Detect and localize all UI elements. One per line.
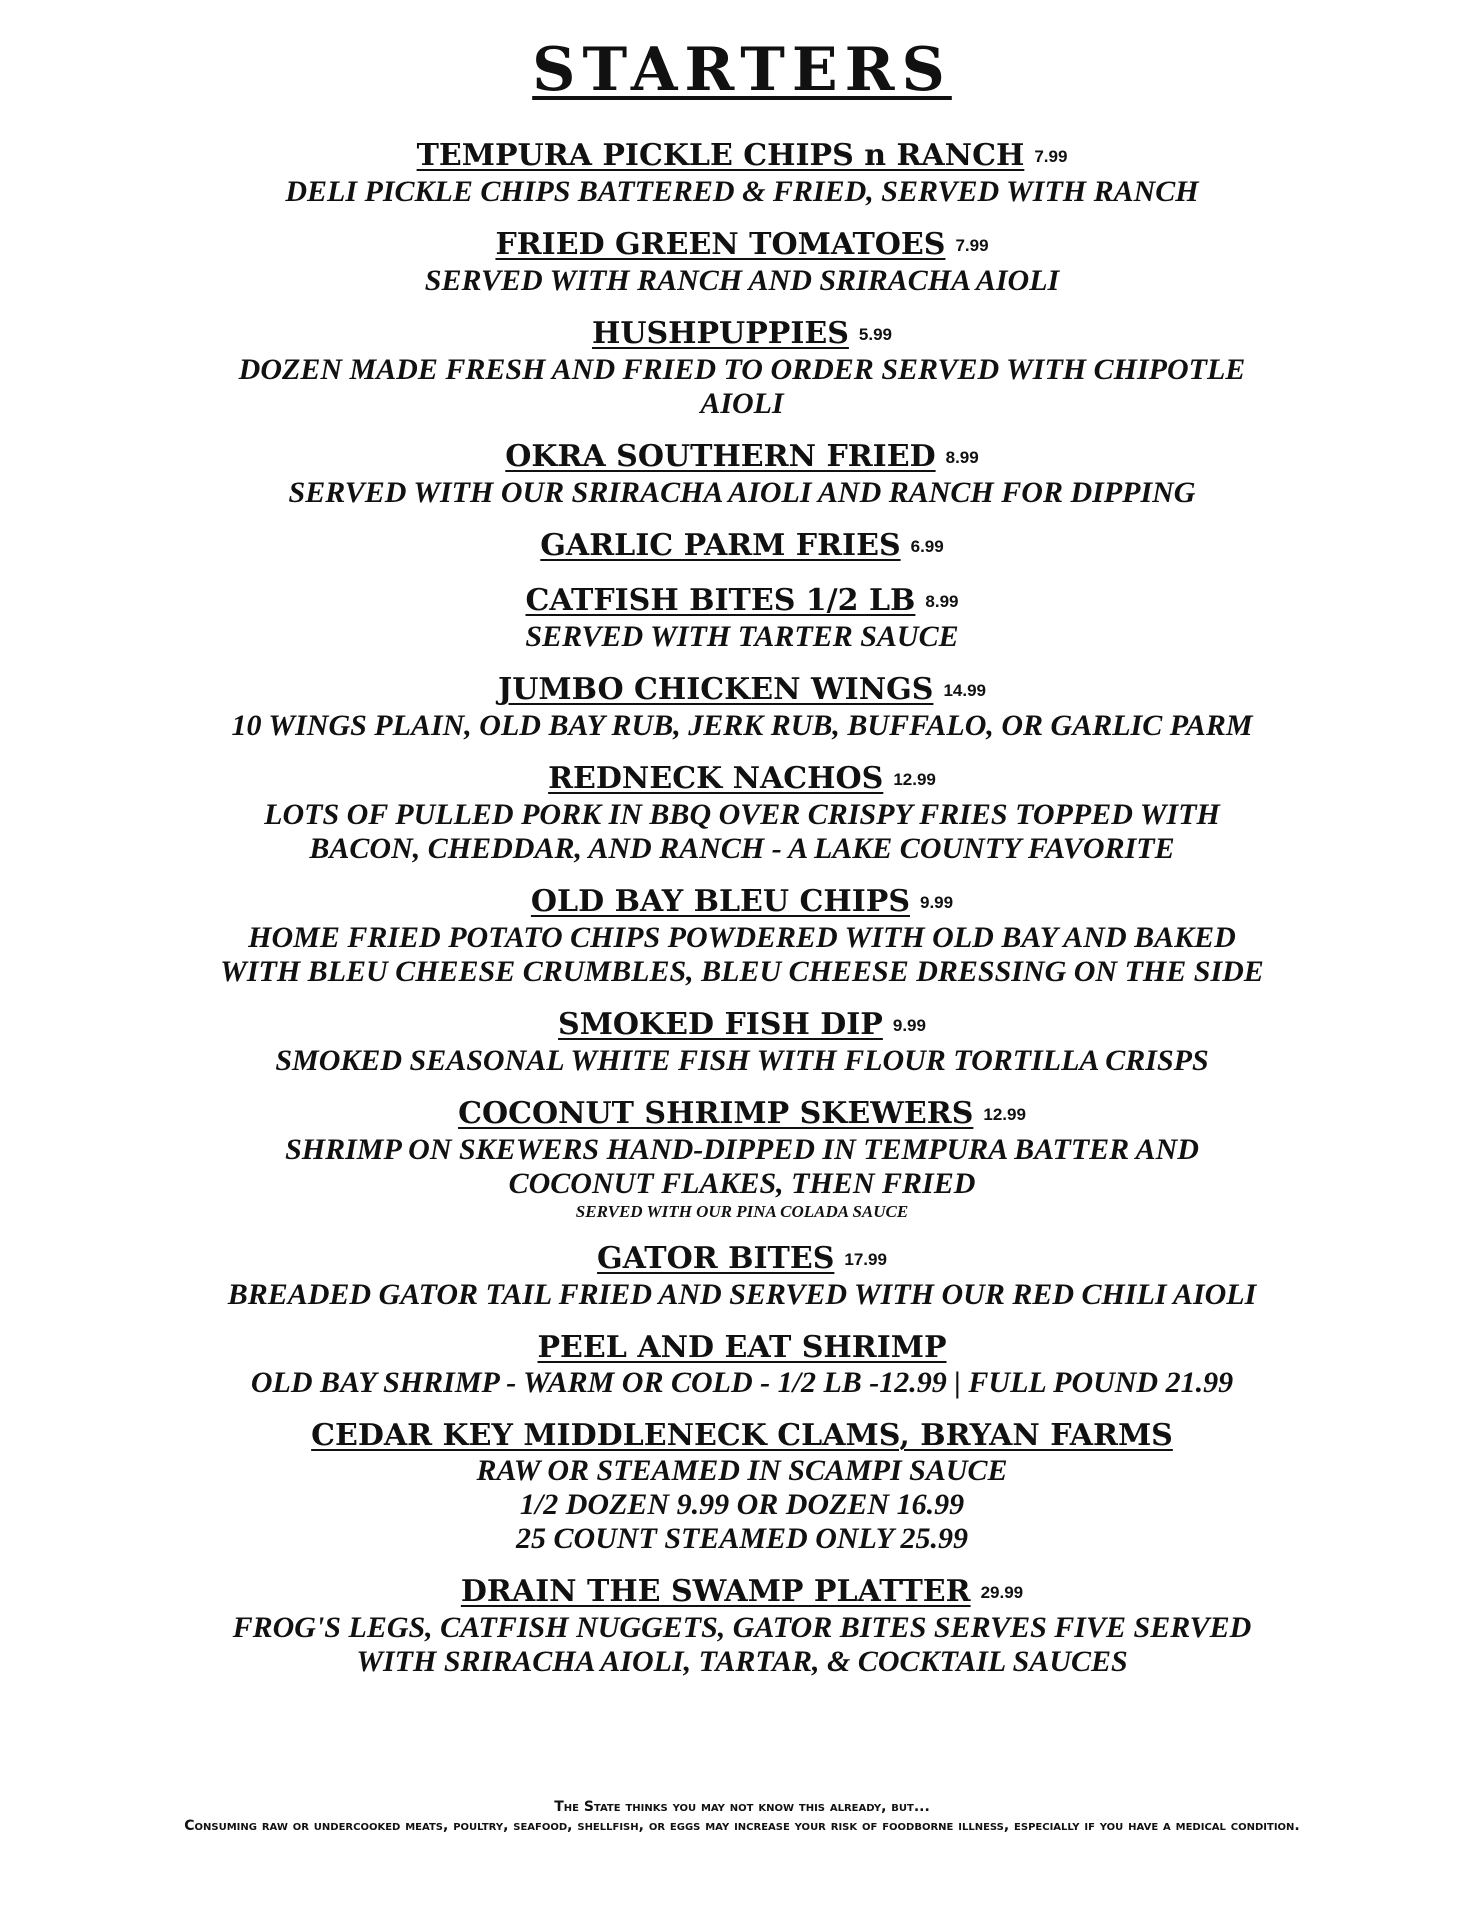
menu-item	[0, 583, 1484, 654]
menu-item-name: CEDAR KEY MIDDLENECK CLAMS, BRYAN FARMS	[311, 1418, 1173, 1453]
menu-item-header	[0, 138, 1484, 175]
menu-item-header	[0, 1418, 1484, 1454]
menu-item-price: 8.99	[945, 448, 979, 467]
page-title-text: STARTERS	[532, 35, 952, 105]
menu-item-name: CATFISH BITES 1/2 LB	[525, 583, 916, 618]
menu-item-price: 6.99	[910, 537, 944, 556]
menu-item-price: 12.99	[893, 770, 936, 789]
menu-item-name: COCONUT SHRIMP SKEWERS	[458, 1096, 974, 1131]
menu-item-description: DELI PICKLE CHIPS BATTERED & FRIED, SERVED WITH RANCH	[285, 175, 1199, 208]
menu-item	[0, 528, 1484, 565]
menu-item-description: SERVED WITH RANCH AND SRIRACHA AIOLI	[424, 264, 1060, 297]
menu-item-description: AIOLI	[700, 387, 784, 420]
menu-item-header	[0, 761, 1484, 798]
menu-item	[0, 138, 1484, 209]
menu-item-price: 29.99	[980, 1583, 1024, 1602]
menu-item-description: 10 WINGS PLAIN, OLD BAY RUB, JERK RUB, BUFFALO, OR GARLIC PARM	[231, 709, 1253, 742]
menu-item-name: SMOKED FISH DIP	[558, 1007, 883, 1042]
menu-item	[0, 1241, 1484, 1312]
menu-item-price: 9.99	[920, 893, 954, 912]
menu-item-name: REDNECK NACHOS	[548, 761, 884, 796]
menu-item-description: COCONUT FLAKES, THEN FRIED	[508, 1167, 976, 1200]
menu-item-header	[0, 583, 1484, 620]
footer-line-2: Consuming raw or undercooked meats, poultry, seafood, shellfish, or eggs may increase your risk of foodborne illness, especially if you have a medical condition.	[184, 1818, 1300, 1834]
menu-item-name: OLD BAY BLEU CHIPS	[530, 884, 910, 919]
menu-item-header	[0, 1330, 1484, 1366]
menu-list	[0, 138, 1484, 1697]
menu-item-description: SMOKED SEASONAL WHITE FISH WITH FLOUR TORTILLA CRISPS	[275, 1044, 1209, 1077]
menu-item	[0, 884, 1484, 989]
menu-item-price: 12.99	[983, 1105, 1026, 1124]
menu-item-description: FROG'S LEGS, CATFISH NUGGETS, GATOR BITES SERVES FIVE SERVED	[232, 1611, 1252, 1644]
menu-item-description: WITH SRIRACHA AIOLI, TARTAR, & COCKTAIL SAUCES	[356, 1645, 1128, 1678]
menu-item-header	[0, 528, 1484, 565]
menu-item-description: LOTS OF PULLED PORK IN BBQ OVER CRISPY FRIES TOPPED WITH	[264, 798, 1220, 831]
menu-item-description: SERVED WITH TARTER SAUCE	[525, 620, 959, 653]
menu-item-name: FRIED GREEN TOMATOES	[495, 227, 946, 262]
menu-item-header	[0, 316, 1484, 353]
menu-item	[0, 1574, 1484, 1679]
menu-item-price: 8.99	[925, 592, 959, 611]
menu-item-note: SERVED WITH OUR PINA COLADA SAUCE	[575, 1202, 909, 1221]
menu-item-price: 5.99	[858, 325, 892, 344]
menu-item-description: OLD BAY SHRIMP - WARM OR COLD - 1/2 LB -12.99 | FULL POUND 21.99	[250, 1366, 1234, 1399]
menu-item-description: WITH BLEU CHEESE CRUMBLES, BLEU CHEESE DRESSING ON THE SIDE	[220, 955, 1264, 988]
menu-item-name: PEEL AND EAT SHRIMP	[537, 1330, 947, 1365]
menu-item-price: 9.99	[892, 1016, 926, 1035]
menu-item-header	[0, 1574, 1484, 1611]
menu-item-description: 25 COUNT STEAMED ONLY 25.99	[516, 1522, 968, 1555]
menu-item-description: SHRIMP ON SKEWERS HAND-DIPPED IN TEMPURA BATTER AND	[285, 1133, 1199, 1166]
menu-item-name: TEMPURA PICKLE CHIPS n RANCH	[416, 138, 1025, 173]
menu-item-header	[0, 672, 1484, 709]
menu-item-price: 7.99	[1034, 147, 1068, 166]
menu-item-description: HOME FRIED POTATO CHIPS POWDERED WITH OLD BAY AND BAKED	[248, 921, 1236, 954]
menu-item-description: DOZEN MADE FRESH AND FRIED TO ORDER SERVED WITH CHIPOTLE	[238, 353, 1246, 386]
menu-item-description: BREADED GATOR TAIL FRIED AND SERVED WITH OUR RED CHILI AIOLI	[227, 1278, 1257, 1311]
menu-item	[0, 439, 1484, 510]
menu-item-header	[0, 884, 1484, 921]
page-title	[0, 35, 1484, 105]
footer-disclaimer	[0, 1798, 1484, 1836]
menu-item	[0, 316, 1484, 421]
menu-item	[0, 761, 1484, 866]
menu-item	[0, 1007, 1484, 1078]
menu-item-price: 7.99	[955, 236, 989, 255]
menu-item-name: DRAIN THE SWAMP PLATTER	[460, 1574, 971, 1609]
footer-line-1: The State thinks you may not know this already, but...	[554, 1799, 930, 1815]
menu-item-price: 14.99	[943, 681, 986, 700]
menu-item-header	[0, 1007, 1484, 1044]
menu-item-header	[0, 1241, 1484, 1278]
menu-item-header	[0, 439, 1484, 476]
menu-item	[0, 1418, 1484, 1556]
menu-item-price: 17.99	[844, 1250, 887, 1269]
menu-item-description: RAW OR STEAMED IN SCAMPI SAUCE	[476, 1454, 1008, 1487]
menu-item-name: OKRA SOUTHERN FRIED	[505, 439, 936, 474]
menu-item-name: HUSHPUPPIES	[591, 316, 849, 351]
menu-item-description: 1/2 DOZEN 9.99 OR DOZEN 16.99	[519, 1488, 965, 1521]
menu-item-header	[0, 1096, 1484, 1133]
menu-item	[0, 1096, 1484, 1223]
menu-item-name: GARLIC PARM FRIES	[540, 528, 901, 563]
menu-item-name: GATOR BITES	[597, 1241, 835, 1276]
menu-item	[0, 1330, 1484, 1400]
menu-item-description: SERVED WITH OUR SRIRACHA AIOLI AND RANCH FOR DIPPING	[288, 476, 1196, 509]
menu-item	[0, 672, 1484, 743]
menu-item-name: JUMBO CHICKEN WINGS	[498, 672, 934, 707]
menu-item-description: BACON, CHEDDAR, AND RANCH - A LAKE COUNTY FAVORITE	[309, 832, 1175, 865]
menu-item	[0, 227, 1484, 298]
menu-item-header	[0, 227, 1484, 264]
